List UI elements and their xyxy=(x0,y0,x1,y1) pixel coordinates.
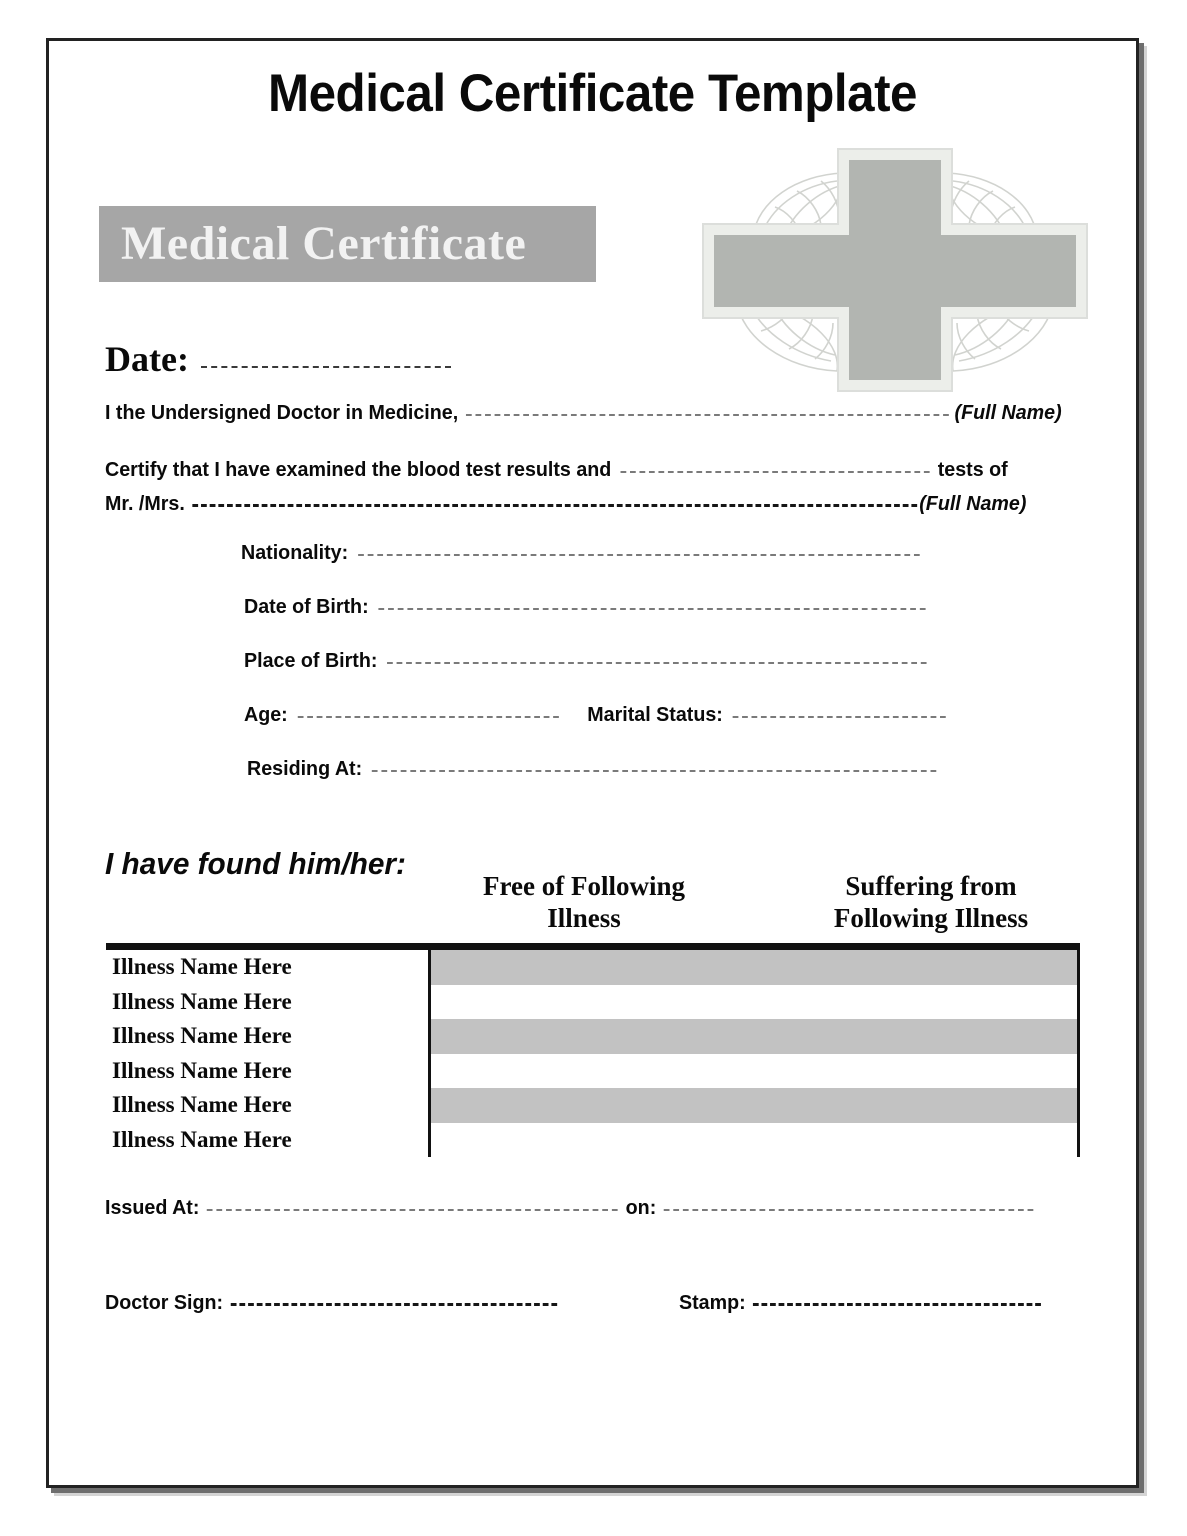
patient-row xyxy=(105,492,1026,516)
issued-on-label: on: xyxy=(625,1196,657,1219)
stamp-row xyxy=(679,1291,1041,1315)
patient-name-note: (Full Name) xyxy=(919,492,1027,515)
place-of-birth-input[interactable] xyxy=(387,662,927,664)
undersigned-doctor-row xyxy=(105,401,1062,425)
doctor-sign-input[interactable] xyxy=(231,1303,557,1306)
grid-row-blank[interactable] xyxy=(431,1123,1077,1158)
place-of-birth-label: Place of Birth: xyxy=(244,649,378,672)
illness-name: Illness Name Here xyxy=(112,1057,292,1083)
grid-row-blank[interactable] xyxy=(431,985,1077,1020)
date-input[interactable] xyxy=(201,366,451,368)
column-header-free-of-illness xyxy=(424,871,744,935)
certify-label: Certify that I have examined the blood test results and xyxy=(105,458,612,481)
illness-name: Illness Name Here xyxy=(112,1126,292,1152)
residing-at-input[interactable] xyxy=(372,770,936,772)
nationality-label: Nationality: xyxy=(241,541,349,564)
age-input[interactable] xyxy=(297,716,558,718)
column-header-suffering-from-illness xyxy=(766,871,1096,935)
grid-row-shaded[interactable] xyxy=(431,1088,1077,1123)
date-label: Date: xyxy=(105,339,189,379)
illness-name: Illness Name Here xyxy=(112,988,292,1014)
issued-at-row xyxy=(105,1196,1034,1220)
marital-status-input[interactable] xyxy=(732,716,945,718)
grid-row-blank[interactable] xyxy=(431,1054,1077,1089)
doctor-sign-label: Doctor Sign: xyxy=(105,1291,224,1314)
table-top-rule xyxy=(106,943,1080,950)
tests-input[interactable] xyxy=(621,471,930,473)
patient-label: Mr. /Mrs. xyxy=(105,492,185,515)
illness-name: Illness Name Here xyxy=(112,954,292,979)
illness-table-header xyxy=(106,871,1132,939)
age-marital-row xyxy=(244,703,946,727)
issued-at-input[interactable] xyxy=(207,1209,618,1211)
undersigned-doctor-label: I the Undersigned Doctor in Medicine, xyxy=(105,401,459,424)
residing-at-row xyxy=(247,757,936,781)
age-label: Age: xyxy=(244,703,288,726)
date-of-birth-input[interactable] xyxy=(378,608,925,610)
doctor-name-note: (Full Name) xyxy=(954,401,1062,424)
grid-row-shaded[interactable] xyxy=(431,950,1077,985)
column-header-suffering-line2: Following Illness xyxy=(833,902,1029,933)
column-header-suffering-line1: Suffering from xyxy=(845,871,1017,901)
medical-cross-wreath-logo xyxy=(697,141,1093,396)
date-field-row xyxy=(105,338,451,380)
nationality-input[interactable] xyxy=(358,554,920,556)
certify-suffix: tests of xyxy=(937,458,1008,481)
issued-at-label: Issued At: xyxy=(105,1196,200,1219)
patient-name-input[interactable] xyxy=(193,504,918,507)
banner-label: Medical Certificate xyxy=(121,217,527,270)
date-of-birth-label: Date of Birth: xyxy=(244,595,369,618)
illness-name: Illness Name Here xyxy=(112,1023,292,1048)
stamp-input[interactable] xyxy=(753,1303,1041,1306)
doctor-sign-row xyxy=(105,1291,557,1315)
illness-table xyxy=(106,871,1132,1152)
grid-row-shaded[interactable] xyxy=(431,1019,1077,1054)
certificate-banner xyxy=(99,206,596,282)
nationality-row xyxy=(241,541,919,565)
residing-at-label: Residing At: xyxy=(247,757,363,780)
illness-checkbox-grid[interactable] xyxy=(428,950,1080,1157)
page-title: Medical Certificate Template xyxy=(268,64,917,123)
doctor-name-input[interactable] xyxy=(466,414,949,416)
findings-heading: I have found him/her: xyxy=(105,846,406,881)
illness-name: Illness Name Here xyxy=(112,1092,292,1117)
column-header-free-line2: Illness xyxy=(547,902,621,933)
certificate-page xyxy=(46,38,1139,1488)
place-of-birth-row xyxy=(244,649,927,673)
issued-on-input[interactable] xyxy=(664,1209,1034,1211)
marital-status-label: Marital Status: xyxy=(587,703,723,726)
column-header-free-line1: Free of Following xyxy=(483,871,685,901)
date-of-birth-row xyxy=(244,595,925,619)
certify-row xyxy=(105,458,1008,482)
stamp-label: Stamp: xyxy=(679,1291,746,1314)
